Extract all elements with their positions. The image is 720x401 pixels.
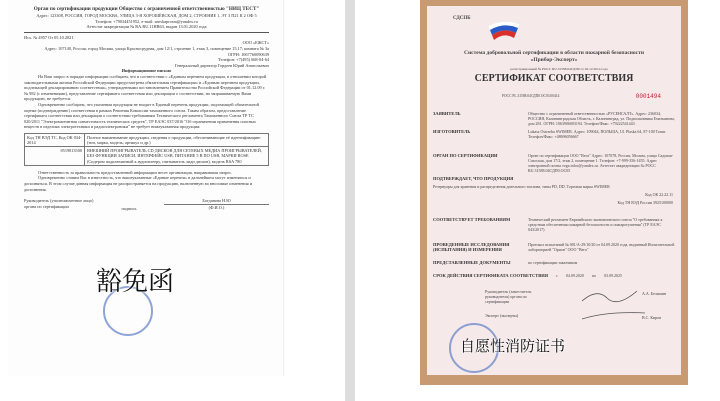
paragraph-3: Ответственность за правильность предоставленной информации несет организация, направившая запрос. [38,169,233,175]
applicant-label: ЗАЯВИТЕЛЬ [433,111,461,116]
watermark-caption: 豁免函 [96,267,175,297]
head-name: А.А. Беляшин [642,291,667,296]
certification-body: Орган по сертификации ООО "Вега" Адрес: 107078, Россия, Москва, улица Садовая-Спасская, дом 17/2, этаж 2, помещение 1. Телефон: +7-999-356-1455. Адрес электронной почты vega.infor@yandex.ru. Аттестат аккредитации № РОСС RU.31588.04СДП0.ОС05 [528,153,674,173]
fio-label: (Ф.И.О.) [208,204,225,210]
manufacturer-label: ИЗГОТОВИТЕЛЬ [433,129,471,134]
flag-logo-icon [484,18,524,44]
table-cell: ВНЕШНИЙ ПРОИГРЫВАТЕЛЬ CD ДИСКОВ ДЛЯ СЕТЕВЫХ МЕДИА ПРОИГРЫВАТЕЛЕЙ, БЕЗ ФУНКЦИИ ЗАПИСИ, ИНТЕРФЕЙС USB, ПИТАНИЕ 5 В ПО USB, МАРКИ ROSE (Cидером подключаемый к аудиоплееру, считыватель лиди дисков), модель RSA 780 [85,147,269,166]
manufacturer: Lukasz Ostrzeba SWIMER. Адрес: 109044, ПОЛЬША, Ul. Plaska 64, 87-100 Torun. Телефон/Факс: +48696056667 [528,129,667,139]
to-label: по [591,273,596,278]
system-name: Система добровольной сертификации в области пожарной безопасности «Прибор-Эксперт» [464,50,644,63]
tests-label: ПРОВЕДЕННЫЕ ИССЛЕДОВАНИЯ (ИСПЫТАНИЯ) И ИЗМЕРЕНИЯ [433,242,510,252]
org-address: Адрес: 123308, РОССИЯ, ГОРОД МОСКВА, УЛИЦА 3-Я ХОРОШЁВСКАЯ, ДОМ 2, СТРОЕНИЕ 1, ЭТ 3 П21 К 2 ОФ 5 [36,13,257,18]
requirements: Технический регламент Евразийского экономического союза "О требованиях к средствам обеспечения пожарной безопасности и пожаротушения" (ТР ЕАЭС 043/2017) [528,217,663,232]
expert-name: В.С. Киров [642,315,662,320]
validity-label: СРОК ДЕЙСТВИЯ СЕРТИФИКАТА СООТВЕТСТВИЯ [433,273,549,278]
org-accreditation: Аттестат аккредитации № RA.RU.11НВ63, выдан 13.01.2020 года [86,24,207,30]
valid-from: 04.09.2020 [565,273,584,278]
body-label: ОРГАН ПО СЕРТИФИКАЦИИ [433,153,498,158]
signer-name: Богданова Н.Ю [164,198,269,205]
certificate [420,0,688,385]
table-row [25,147,269,166]
watermark-caption: 自愿性消防证书 [460,337,566,355]
from-label: с [556,273,558,278]
tnved-code: Код ТН ВЭД России 3925100000 [617,200,673,205]
recipient-address: Адрес: 107140, Россия, город Москва, улица Красносрудная, дом 12/1, строение 1, этаж 3, помещение 15,17; комната № 3а [44,45,269,51]
recipient-phone: Телефон: +7(495) 668-04-64 [218,57,269,63]
okp-code: Код ОК 22.22.11 [645,192,673,197]
expert-label: Эксперт (эксперты) [485,313,519,318]
recipient-ogrn: ОГРН: 1067760090639 [227,51,269,57]
recipient-director: Генеральный директор Гордеев Юрий Анатольевич [174,62,269,68]
table-header: Полное наименование продукции, сведения о продукции, обеспечивающие её идентификацию (тип, марка, модель, артикул и др.) [85,133,269,146]
recipient: ООО «ЕЖСТ» [242,40,269,46]
table-header: Код ТН ВЭД ТС, Код ОК 034-2014 [25,133,85,146]
requirements-label: СООТВЕТСТВУЕТ ТРЕБОВАНИЯМ [433,217,511,222]
certificate-title: СЕРТИФИКАТ СООТВЕТСТВИЯ [474,73,634,84]
letter-title: Информационное письмо [121,68,172,74]
product: Резервуары для хранения и распределения дизельного топлива, типы PD, DD. Торговая марка SWIMER [433,184,610,189]
logo-text: СДСПБ [453,16,471,21]
paragraph-2: Одновременно сообщаем, что указанная продукция не входит в Единый перечень продукции, подлежащей обязательной оценке (подтверждению) соответствия в рамках Решения Комиссии таможенного союза. Таким образом, предоставление сертификата соответствия или декларации о соответствии требованиям Технического регламента Таможенного Союза ТР ТС 020/2011 "Электромагнитная совместимость технических средств", ТР ЕАЭС 037/2016 "Об ограничении применения опасных веществ в изделиях электротехники и радиоэлектроники" не требует нижеуказанная продукция: [24,101,259,130]
serial-number: 0001494 [635,93,661,100]
paragraph-1: На Ваш запрос в порядке информации сообщаем, что в соответствии с «Единым перечнем продукции, в отношении которой законодательными актами Российской Федерации предусмотрена обязательная сертификация» и «Единым перечнем продукции, подлежащей декларированию соответствия», утвержденными постановлением Правительства Российской Федерации от 01.12.09 г. № 982 (с изменениями), представление сертификата соответствия или декларации о соответствии, на запрашиваемую Вами продукцию, не требуется. [24,73,267,102]
head-label: Руководитель (заместитель руководителя) органа по сертификации [485,289,532,304]
table-cell: 8519813500 [25,147,85,166]
org-phone: Телефон: +79034451952, e-mail: sneskaprosm@yandex.ru [95,18,198,24]
tests: Протокол испытаний № 001/А-29/10/20 от 04.09.2020 года, выданный Испытательной лабораторией "Орион" ООО "Вега" [528,242,675,252]
registration: регистрационный № РОСС RU.31588.04СДП0 от 02.12.2014 года [510,67,608,71]
certificate-number: РОСС PL.31588.04СДП0.ОС03.00414 [502,94,560,98]
documents-label: ПРЕДСТАВЛЕННЫЕ ДОКУМЕНТЫ [433,260,511,265]
signature-label: подпись [121,206,137,212]
documents: по сертификации заказчиком [528,260,578,265]
scrollbar[interactable] [345,0,355,401]
signer-role: Руководитель (уполномоченное лицо) органа по сертификации [24,198,94,209]
confirms-label: ПОДТВЕРЖДАЕТ, ЧТО ПРОДУКЦИЯ [433,176,514,181]
valid-to: 03.09.2025 [603,273,622,278]
applicant: Общество с ограниченной ответственностью «РУСЕНСАЛТ». Адрес: 236034, РОССИЯ, Калининградская Область, г. Калининград, ул. Подполковника Емельянова, дом 281. ОГРН: 1063906003194. Телефон/Факс: +79222541443 [528,111,675,126]
org-title: Орган по сертификации продукции Общество с ограниченной ответственностью "НИЦ ТЕСТ" [33,6,260,12]
paragraph-4: Одновременно ставим Вас в известность, что вышеуказанные «Единые перечни» в дальнейшем могут изменяться и дополняться. В этом случае данная информация не распространяется на продукцию, включенную во вносимые изменения и дополнения. [24,175,253,192]
outgoing-number: Исх. № 4957 От 05.10.2021 [24,34,74,40]
information-letter [8,0,284,376]
product-table [24,133,269,166]
signature-icon [577,283,647,323]
